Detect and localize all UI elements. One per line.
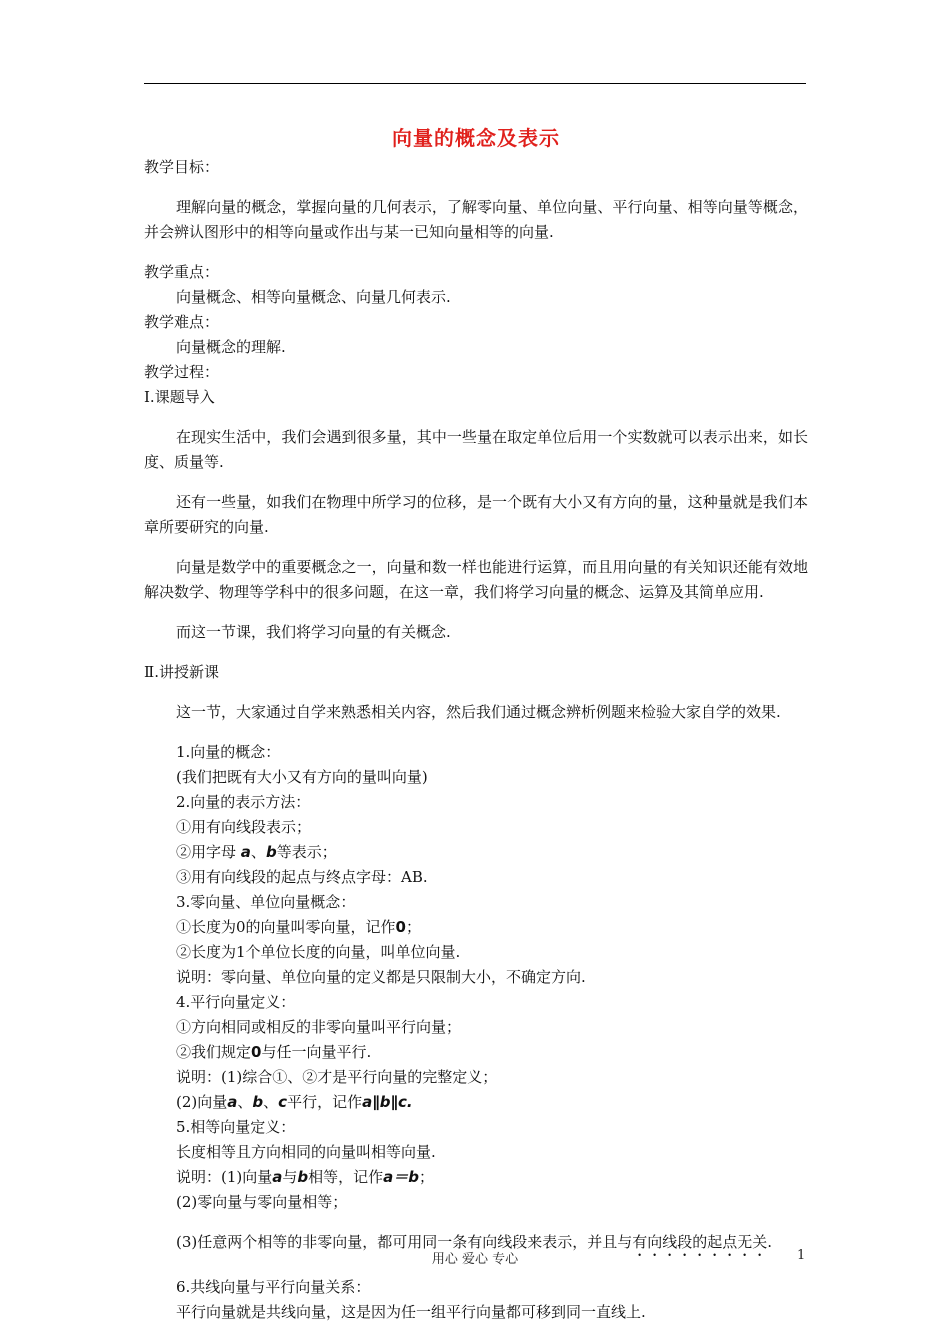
goal-heading: 教学目标： xyxy=(144,158,220,176)
key-heading: 教学重点： xyxy=(144,263,220,281)
section3-heading: 3.零向量、单位向量概念： xyxy=(176,893,356,911)
footer-slogan: 用心 爱心 专心 xyxy=(431,1252,519,1267)
section2-item-1: ①用有向线段表示； xyxy=(176,818,312,836)
section2-item-2: ②用字母 a、b等表示； xyxy=(176,843,337,861)
section3-item-2: ②长度为1个单位长度的向量，叫单位向量. xyxy=(176,943,461,961)
part2-heading: Ⅱ.讲授新课 xyxy=(144,663,219,681)
part1-paragraph-2: 还有一些量，如我们在物理中所学习的位移，是一个既有大小又有方向的量，这种量就是我们本章所要研究的向量. xyxy=(144,493,808,536)
document-body xyxy=(144,123,808,1325)
section4-note-2: (2)向量a、b、c平行，记作a∥b∥c. xyxy=(176,1093,413,1111)
section5-heading: 5.相等向量定义： xyxy=(176,1118,296,1136)
section5-note-1: 说明：(1)向量a与b相等，记作a＝b； xyxy=(176,1168,435,1186)
section2-heading: 2.向量的表示方法： xyxy=(176,793,311,811)
section4-note-1: 说明：(1)综合①、②才是平行向量的完整定义； xyxy=(176,1068,498,1086)
section1-heading: 1.向量的概念： xyxy=(176,743,281,761)
section6-heading: 6.共线向量与平行向量关系： xyxy=(176,1278,371,1296)
part1-heading: Ⅰ.课题导入 xyxy=(144,388,215,406)
part1-paragraph-4: 而这一节课，我们将学习向量的有关概念. xyxy=(176,623,451,641)
section4-item-1: ①方向相同或相反的非零向量叫平行向量； xyxy=(176,1018,462,1036)
part1-paragraph-3: 向量是数学中的重要概念之一，向量和数一样也能进行运算，而且用向量的有关知识还能有效地解决数学、物理等学科中的很多问题，在这一章，我们将学习向量的概念、运算及其简单应用. xyxy=(144,558,808,601)
part2-paragraph-1: 这一节，大家通过自学来熟悉相关内容，然后我们通过概念辨析例题来检验大家自学的效果. xyxy=(176,703,781,721)
process-heading: 教学过程： xyxy=(144,363,220,381)
header-rule xyxy=(144,83,806,84)
section4-item-2: ②我们规定0与任一向量平行. xyxy=(176,1043,372,1061)
difficulty-heading: 教学难点： xyxy=(144,313,220,331)
section5-text: 长度相等且方向相同的向量叫相等向量. xyxy=(176,1143,436,1161)
page-title: 向量的概念及表示 xyxy=(392,126,560,150)
section2-item-3: ③用有向线段的起点与终点字母：AB. xyxy=(176,868,428,886)
part1-paragraph-1: 在现实生活中，我们会遇到很多量，其中一些量在取定单位后用一个实数就可以表示出来，如长度、质量等. xyxy=(144,428,808,471)
section1-text: (我们把既有大小又有方向的量叫向量) xyxy=(176,768,428,786)
section5-note-2: (2)零向量与零向量相等； xyxy=(176,1193,348,1211)
section3-item-1: ①长度为0的向量叫零向量，记作0； xyxy=(176,918,421,936)
goal-text: 理解向量的概念，掌握向量的几何表示，了解零向量、单位向量、平行向量、相等向量等概念，并会辨认图形中的相等向量或作出与某一已知向量相等的向量. xyxy=(144,198,808,241)
section3-note: 说明：零向量、单位向量的定义都是只限制大小，不确定方向. xyxy=(176,968,586,986)
section6-text: 平行向量就是共线向量，这是因为任一组平行向量都可移到同一直线上. xyxy=(176,1303,646,1321)
section4-heading: 4.平行向量定义： xyxy=(176,993,296,1011)
difficulty-text: 向量概念的理解. xyxy=(176,338,286,356)
key-text: 向量概念、相等向量概念、向量几何表示. xyxy=(176,288,451,306)
page-number: 1 xyxy=(797,1248,806,1263)
section5-note-3: (3)任意两个相等的非零向量，都可用同一条有向线段来表示，并且与有向线段的起点无关. xyxy=(176,1233,773,1251)
